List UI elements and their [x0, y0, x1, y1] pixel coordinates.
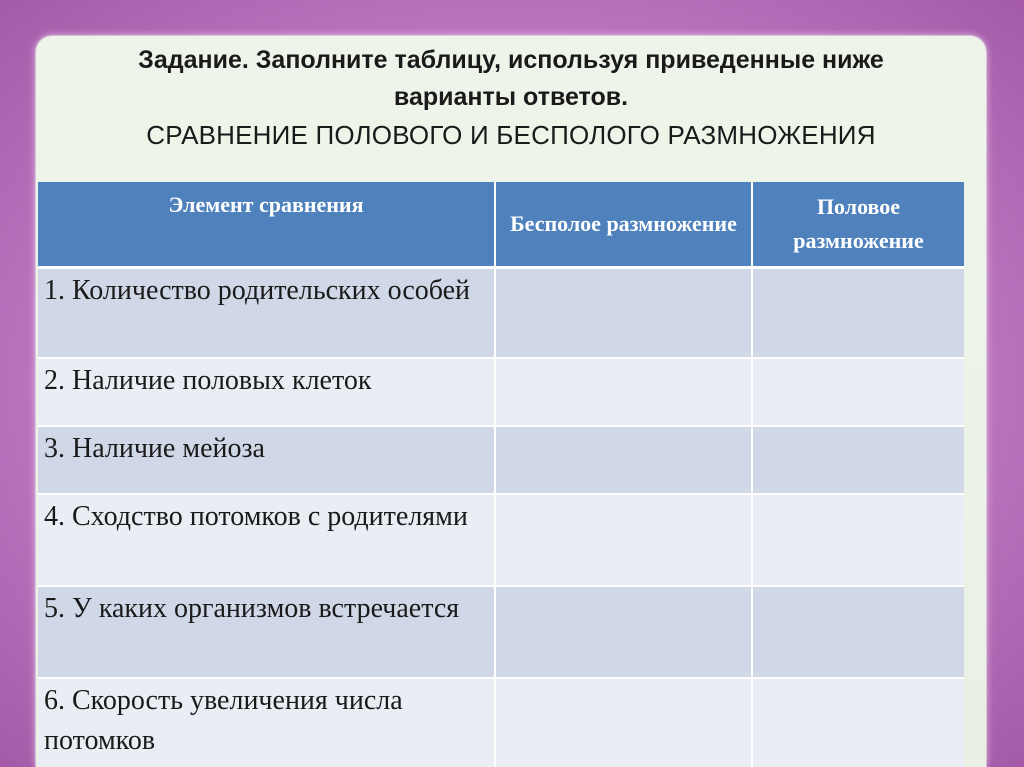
- header-sexual: Половое размножение: [752, 182, 964, 268]
- header-element: Элемент сравнения: [38, 182, 495, 268]
- row-element: 3. Наличие мейоза: [38, 426, 495, 494]
- table-row: [38, 426, 964, 494]
- cell-sexual[interactable]: [752, 678, 964, 767]
- task-line-2: варианты ответов.: [393, 83, 629, 111]
- cell-asexual[interactable]: [495, 358, 752, 426]
- header-row: [38, 182, 964, 268]
- row-element: 6. Скорость увеличения числа потомков: [38, 678, 495, 767]
- table-row: [38, 358, 964, 426]
- cell-sexual[interactable]: [752, 268, 964, 359]
- table-row: [38, 268, 964, 359]
- comparison-table: [38, 182, 964, 767]
- row-element: 1. Количество родительских особей: [38, 268, 495, 359]
- cell-asexual[interactable]: [495, 268, 752, 359]
- table-row: [38, 494, 964, 586]
- header-asexual: Бесполое размножение: [495, 182, 752, 268]
- cell-asexual[interactable]: [495, 494, 752, 586]
- task-line-1: Задание. Заполните таблицу, используя приведенные ниже: [138, 46, 884, 74]
- row-element: 2. Наличие половых клеток: [38, 358, 495, 426]
- cell-sexual[interactable]: [752, 358, 964, 426]
- cell-sexual[interactable]: [752, 494, 964, 586]
- slide: [36, 36, 986, 767]
- cell-sexual[interactable]: [752, 426, 964, 494]
- cell-asexual[interactable]: [495, 426, 752, 494]
- table-row: [38, 678, 964, 767]
- row-element: 5. У каких организмов встречается: [38, 586, 495, 678]
- table-title: СРАВНЕНИЕ ПОЛОВОГО И БЕСПОЛОГО РАЗМНОЖЕНИЯ: [146, 120, 876, 150]
- cell-sexual[interactable]: [752, 586, 964, 678]
- task-heading: [36, 42, 986, 116]
- table-row: [38, 586, 964, 678]
- cell-asexual[interactable]: [495, 586, 752, 678]
- row-element: 4. Сходство потомков с родителями: [38, 494, 495, 586]
- cell-asexual[interactable]: [495, 678, 752, 767]
